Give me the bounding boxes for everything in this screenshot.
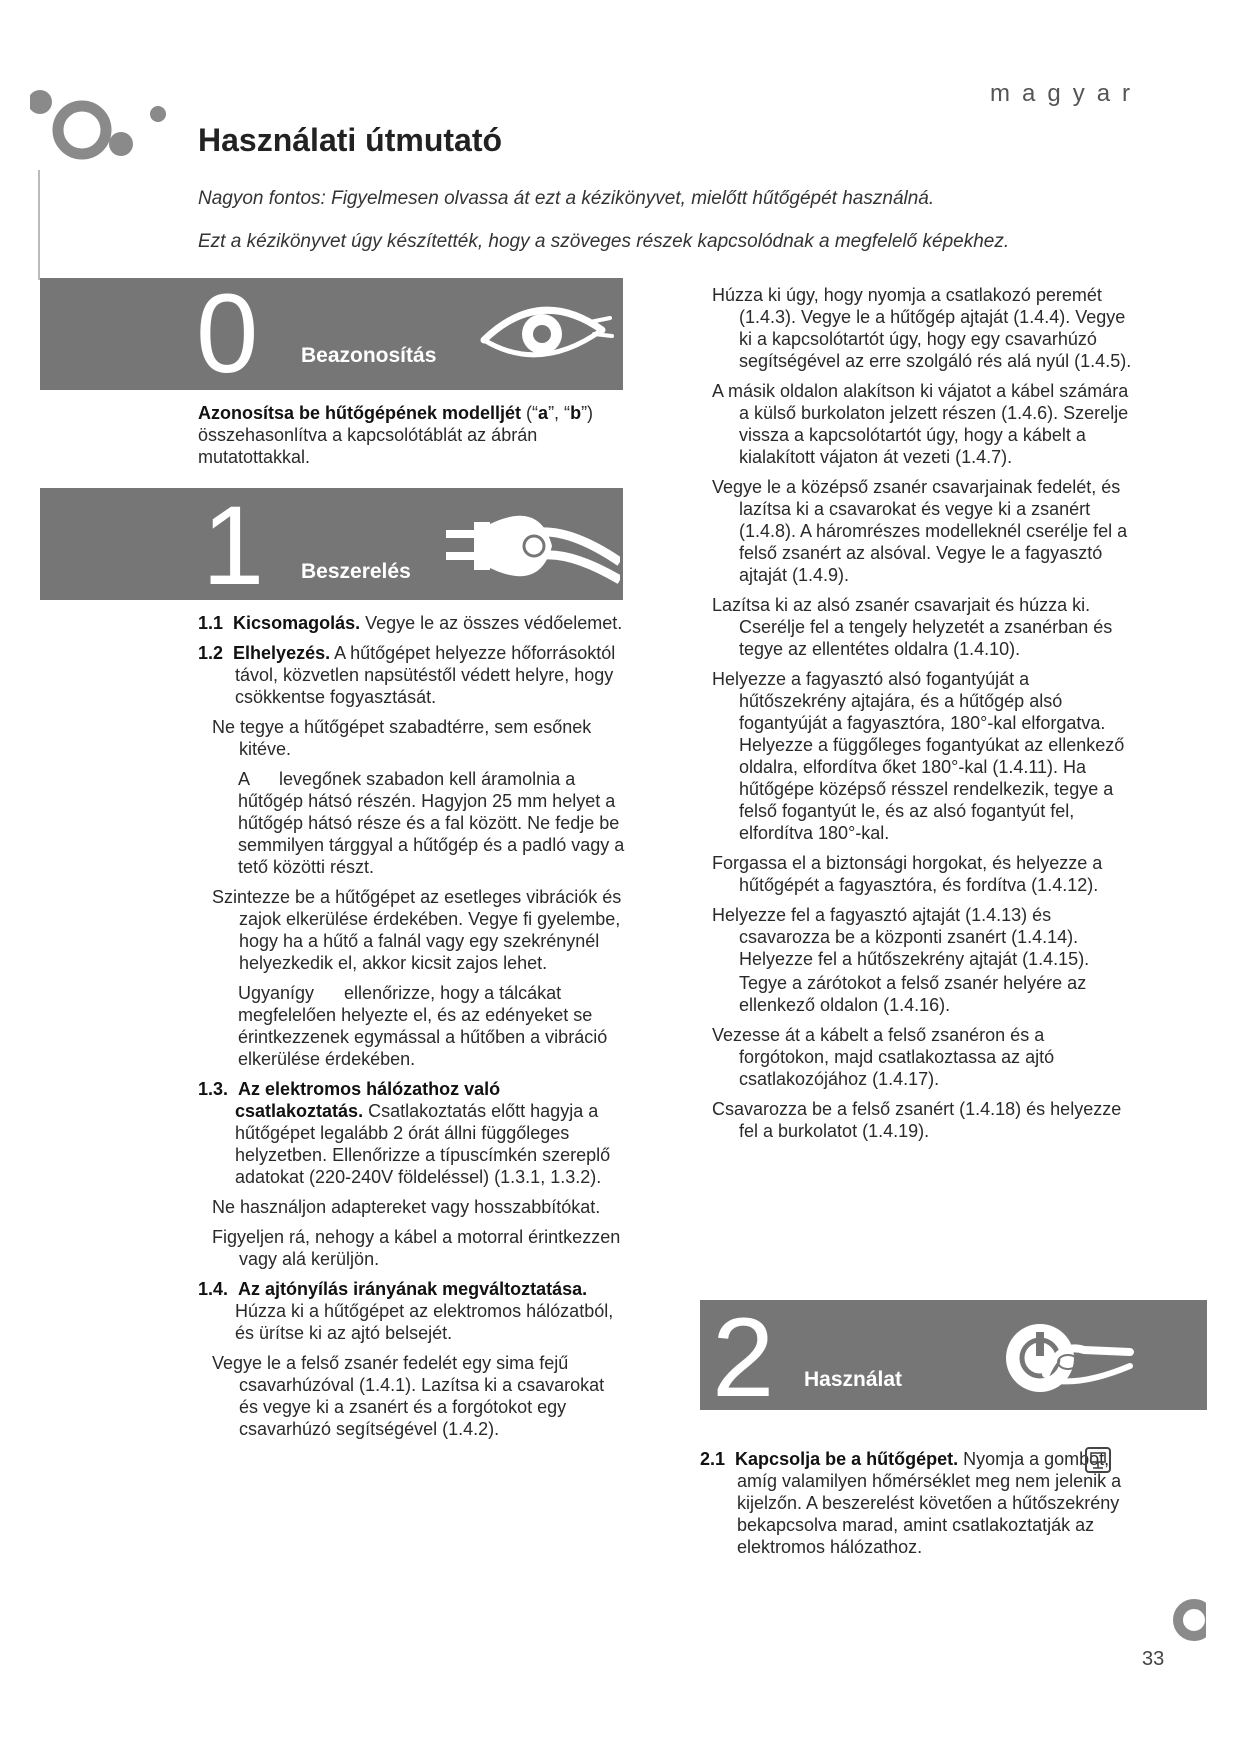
paragraph-cable: Figyeljen rá, nehogy a kábel a motorral érintkezzen vagy alá kerüljön. [212,1227,621,1269]
page-number: 33 [1142,1648,1165,1670]
paragraph-r1: Húzza ki úgy, hogy nyomja a csatlakozó peremét (1.4.3). Vegye le a hűtőgép ajtaját (1.4.4). Vegye ki a kapcsolótartót úgy, hogy egy csavarhúzó segítségével az erre szolgáló rés alá nyúl (1.4.5). [712,285,1132,371]
intro-line-1: Nagyon fontos: Figyelmesen olvassa át ezt a kézikönyvet, mielőtt hűtőgépét használná. [198,188,935,209]
item-1-2-text: A hűtőgépet helyezze hőforrásoktól távol, közvetlen napsütéstől védett helyre, hogy csökkentse fogyasztását. [235,643,616,707]
item-1-2 [198,642,628,708]
item-1-1-number: 1.1 [198,613,224,633]
identification-heading: Azonosítsa be hűtőgépének modelljét [198,403,522,423]
paragraph-r10: Csavarozza be a felső zsanért (1.4.18) és helyezze fel a burkolatot (1.4.19). [712,1099,1122,1141]
plug-icon [444,506,620,590]
intro-line-2: Ezt a kézikönyvet úgy készítették, hogy a szöveges részek kapcsolódnak a megfelelő képekhez. [198,231,1010,252]
model-b: b [570,403,582,423]
brand-logo-icon [30,80,170,190]
paragraph-r2: A másik oldalon alakítson ki vájatot a kábel számára a külső burkolaton jelzett részen (1.4.6). Szerelje vissza a kapcsolótartót úgy, hogy a kábelt a kialakított vájaton át vezeti (1.4.7). [712,381,1129,467]
usage-content [700,1448,1140,1566]
section-2-title: Használat [804,1368,903,1391]
quote-open: (“ [521,403,539,423]
paragraph-r6: Forgassa el a biztonsági horgokat, és helyezze a hűtőgépét a fagyasztóra, és fordítva (1.4.12). [712,853,1103,895]
paragraph-shelves: Ugyanígy ellenőrizze, hogy a tálcákat megfelelően helyezte el, és az edényeket se érintkezzenek egymással a hűtőben a vibráció elkerülése érdekében. [238,983,613,1069]
item-1-2-heading: Elhelyezés. [233,643,331,663]
item-1-4-heading: Az ajtónyílás irányának megváltoztatása. [238,1279,588,1299]
item-2-1 [700,1448,1140,1558]
section-0-banner [40,278,623,390]
corner-logo-icon [1168,1594,1206,1646]
section-1-banner [40,488,623,600]
paragraph-leveling: Szintezze be a hűtőgépet az esetleges vibrációk és zajok elkerülése érdekében. Vegye fi gyelembe, hogy ha a hűtő a falnál vagy egy szekrénynél helyezkedik el, akkor kicsit zajos lehet. [212,887,622,973]
section-2-number: 2 [712,1300,775,1410]
item-1-3-text: Csatlakoztatás előtt hagyja a hűtőgépet legalább 2 órát állni függőleges helyzetben. Ellenőrizze a típuscímkén szereplő adatokat (220-240V földeléssel) (1.3.1, 1.3.2). [235,1101,611,1187]
section-0-title: Beazonosítás [301,344,437,367]
item-2-1-number: 2.1 [700,1449,726,1469]
paragraph-ventilation: A levegőnek szabadon kell áramolnia a hűtőgép hátsó részén. Hagyjon 25 mm helyet a hűtőgép hátsó része és a fal között. Ne fedje be semmilyen tárggyal a hűtőgép és a padló vagy a tető közötti részt. [238,769,630,877]
item-1-1 [198,612,628,634]
paragraph-top-hinge: Vegye le a felső zsanér fedelét egy sima fejű csavarhúzóval (1.4.1). Lazítsa ki a csavarokat és vegye ki a zsanért és a forgótokot egy csavarhúzó segítségével (1.4.2). [212,1353,605,1439]
item-1-3 [198,1078,628,1188]
paragraph-r5: Helyezze a fagyasztó alsó fogantyúját a hűtőszekrény ajtajára, és a hűtőgép alsó fogantyúját a fagyasztóra, 180°-kal elforgatva. Helyezze a függőleges fogantyúkat az ellenkező oldalra, elfordítva őket 180°-kal (1.4.11). Ha hűtőgépe középső résszel rendelkezik, tegye a felső fogantyút le, és az alsó fogantyút fel, elfordítva 180°-kal. [712,669,1125,843]
identification-text: ”) összehasonlítva a kapcsolótáblát az ábrán mutatottakkal. [198,403,594,467]
margin-rule [38,170,40,280]
page-title: Használati útmutató [198,122,503,158]
item-1-3-heading: Az elektromos hálózathoz való csatlakoztatás. [235,1079,501,1121]
paragraph-outdoor: Ne tegye a hűtőgépet szabadtérre, sem esőnek kitéve. [212,717,592,759]
item-1-4 [198,1278,628,1344]
model-a: a [538,403,549,423]
installation-content [198,612,628,1448]
item-1-1-text: Vegye le az összes védőelemet. [360,613,623,633]
door-reversal-content [712,284,1132,1150]
paragraph-r3: Vegye le a középső zsanér csavarjainak fedelét, és lazítsa ki a csavarokat és vegye ki a zsanért (1.4.8). A háromrészes modelleknél cserélje fel a felső zsanért az alsóval. Vegye le a fagyasztó ajtaját (1.4.9). [712,477,1128,585]
section-1-number: 1 [202,488,265,600]
item-1-2-number: 1.2 [198,643,224,663]
eye-icon [476,292,616,378]
item-1-1-heading: Kicsomagolás. [233,613,361,633]
item-1-4-text: Húzza ki a hűtőgépet az elektromos hálózatból, és ürítse ki az ajtó belsejét. [235,1301,614,1343]
item-1-3-number: 1.3. [198,1079,229,1099]
paragraph-r7: Helyezze fel a fagyasztó ajtaját (1.4.13) és csavarozza be a központi zsanért (1.4.14). Helyezze fel a hűtőszekrény ajtaját (1.4.15). [712,905,1090,969]
identification-paragraph [198,402,618,476]
power-button-icon [980,1306,1140,1406]
item-2-1-text: Nyomja a gombot, amíg valamilyen hőmérséklet meg nem jelenik a kijelzőn. A beszerelést követően a hűtőszekrény bekapcsolva marad, amint csatlakoztatják az elektromos hálózathoz. [737,1449,1122,1557]
item-2-1-heading: Kapcsolja be a hűtőgépet. [735,1449,959,1469]
language-label: magyar [990,80,1143,107]
paragraph-adapters: Ne használjon adaptereket vagy hosszabbítókat. [212,1197,601,1217]
item-1-4-number: 1.4. [198,1279,229,1299]
paragraph-r8: Tegye a zárótokot a felső zsanér helyére az ellenkező oldalon (1.4.16). [739,973,1087,1015]
section-1-title: Beszerelés [301,560,411,583]
section-2-banner [700,1300,1207,1410]
paragraph-r9: Vezesse át a kábelt a felső zsanéron és a forgótokon, majd csatlakoztassa az ajtó csatlakozójához (1.4.17). [712,1025,1055,1089]
paragraph-r4: Lazítsa ki az alsó zsanér csavarjait és húzza ki. Cserélje fel a tengely helyzetét a zsanérban és tegye az ellentétes oldalra (1.4.10). [712,595,1113,659]
quote-mid: ”, “ [548,403,571,423]
thermometer-button-icon [1084,1446,1112,1474]
section-0-number: 0 [196,278,259,390]
